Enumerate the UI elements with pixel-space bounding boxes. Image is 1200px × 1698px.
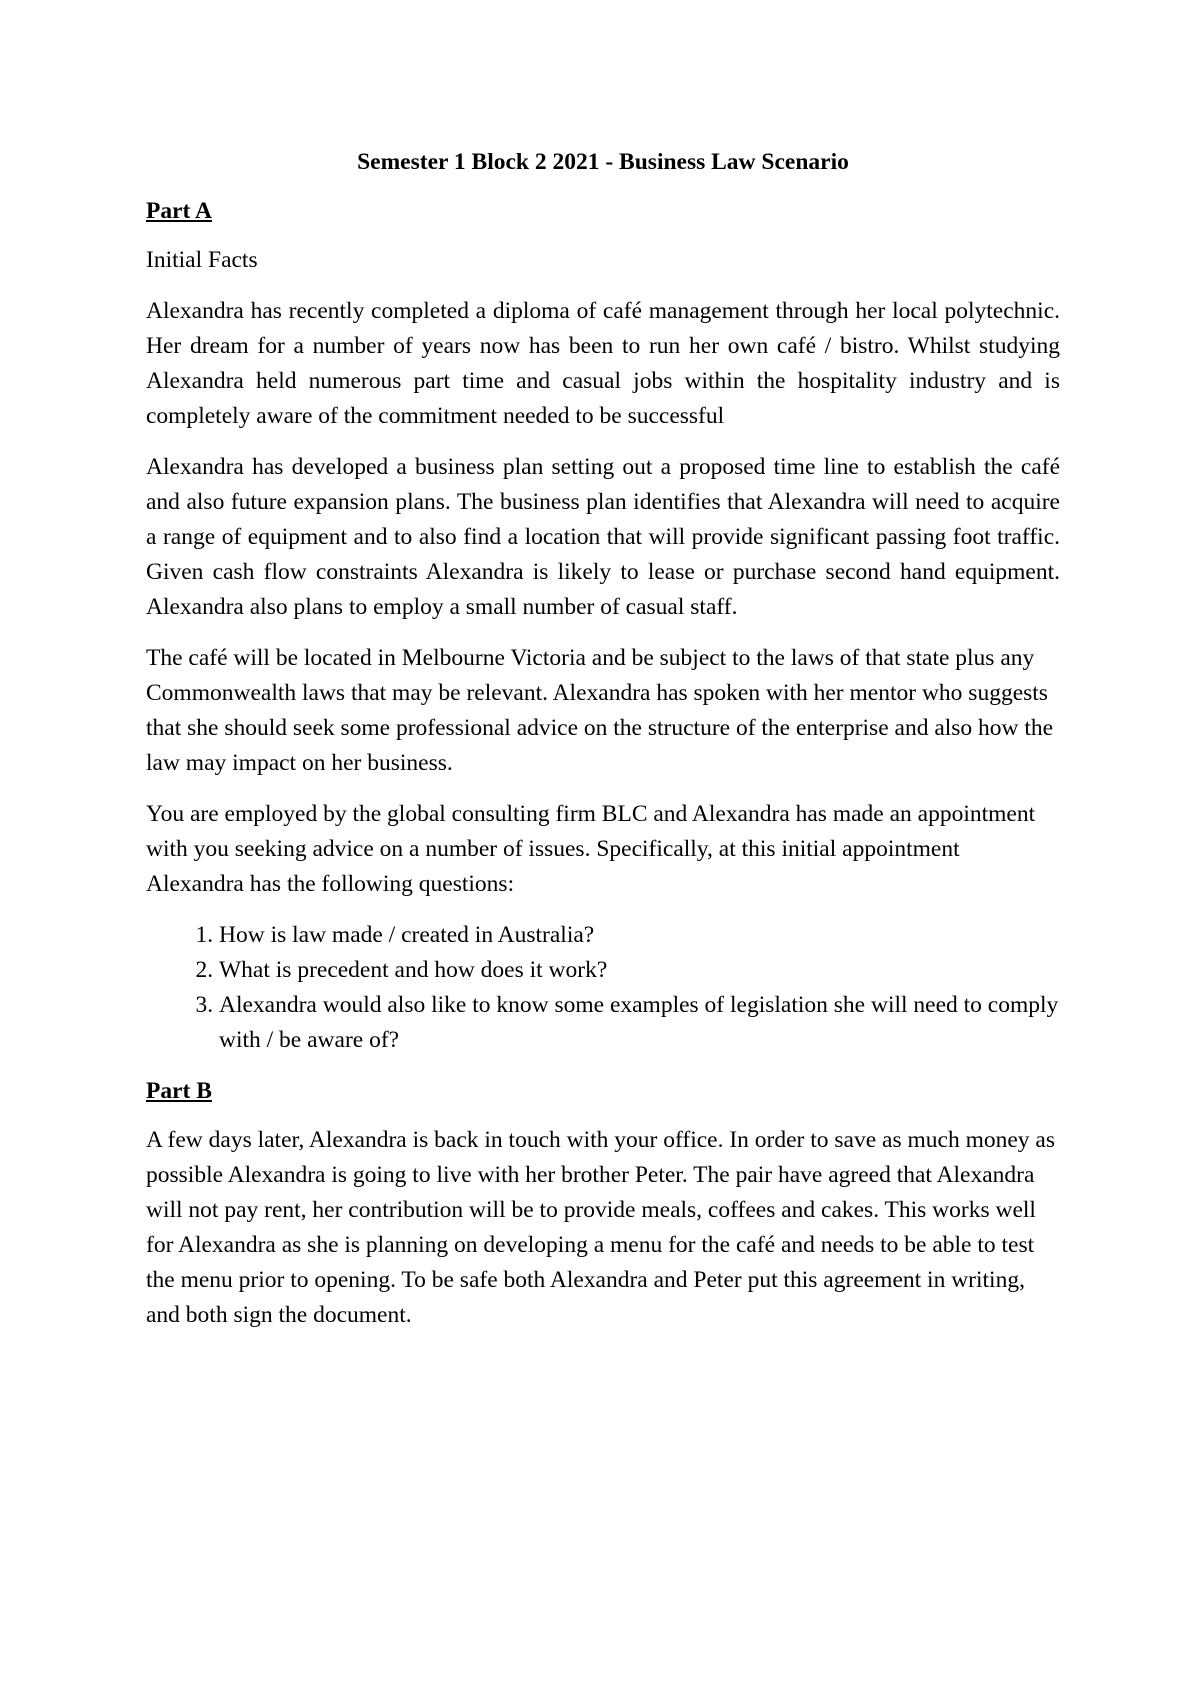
document-title: Semester 1 Block 2 2021 - Business Law Scenario [357,149,849,175]
question-item: 1. How is law made / created in Australia? [219,918,1060,953]
question-item: 2. What is precedent and how does it work? [219,953,1060,988]
part-b-paragraph: A few days later, Alexandra is back in touch with your office. In order to save as much money as possible Alexandra is going to live with her brother Peter. The pair have agreed that Alexandra will not pay rent, her contribution will be to provide meals, coffees and cakes. This works well for Alexandra as she is planning on developing a menu for the café and needs to be able to test the menu prior to opening. To be safe both Alexandra and Peter put this agreement in writing, and both sign the document. [146,1127,1055,1328]
part-b-heading: Part B [146,1078,212,1104]
document-content [146,145,1060,1333]
question-item: 3. Alexandra would also like to know some examples of legislation she will need to comply with / be aware of? [219,988,1060,1058]
initial-facts-subheading: Initial Facts [146,247,258,273]
part-a-paragraph: You are employed by the global consulting firm BLC and Alexandra has made an appointment with you seeking advice on a number of issues. Specifically, at this initial appointment Alexandra has the following questions: [146,801,1036,897]
part-a-paragraph: The café will be located in Melbourne Victoria and be subject to the laws of that state plus any Commonwealth laws that may be relevant. Alexandra has spoken with her mentor who suggests that she should seek some professional advice on the structure of the enterprise and also how the law may impact on her business. [146,645,1054,776]
part-a-heading: Part A [146,198,212,224]
questions-list [146,918,1060,1058]
part-a-paragraph: Alexandra has developed a business plan setting out a proposed time line to establish the café and also future expansion plans. The business plan identifies that Alexandra will need to acquire a range of equipment and to also find a location that will provide significant passing foot traffic. Given cash flow constraints Alexandra is likely to lease or purchase second hand equipment. Alexandra also plans to employ a small number of casual staff. [146,454,1060,620]
part-a-paragraph: Alexandra has recently completed a diploma of café management through her local polytechnic. Her dream for a number of years now has been to run her own café / bistro. Whilst studying Alexandra held numerous part time and casual jobs within the hospitality industry and is completely aware of the commitment needed to be successful [146,298,1060,429]
